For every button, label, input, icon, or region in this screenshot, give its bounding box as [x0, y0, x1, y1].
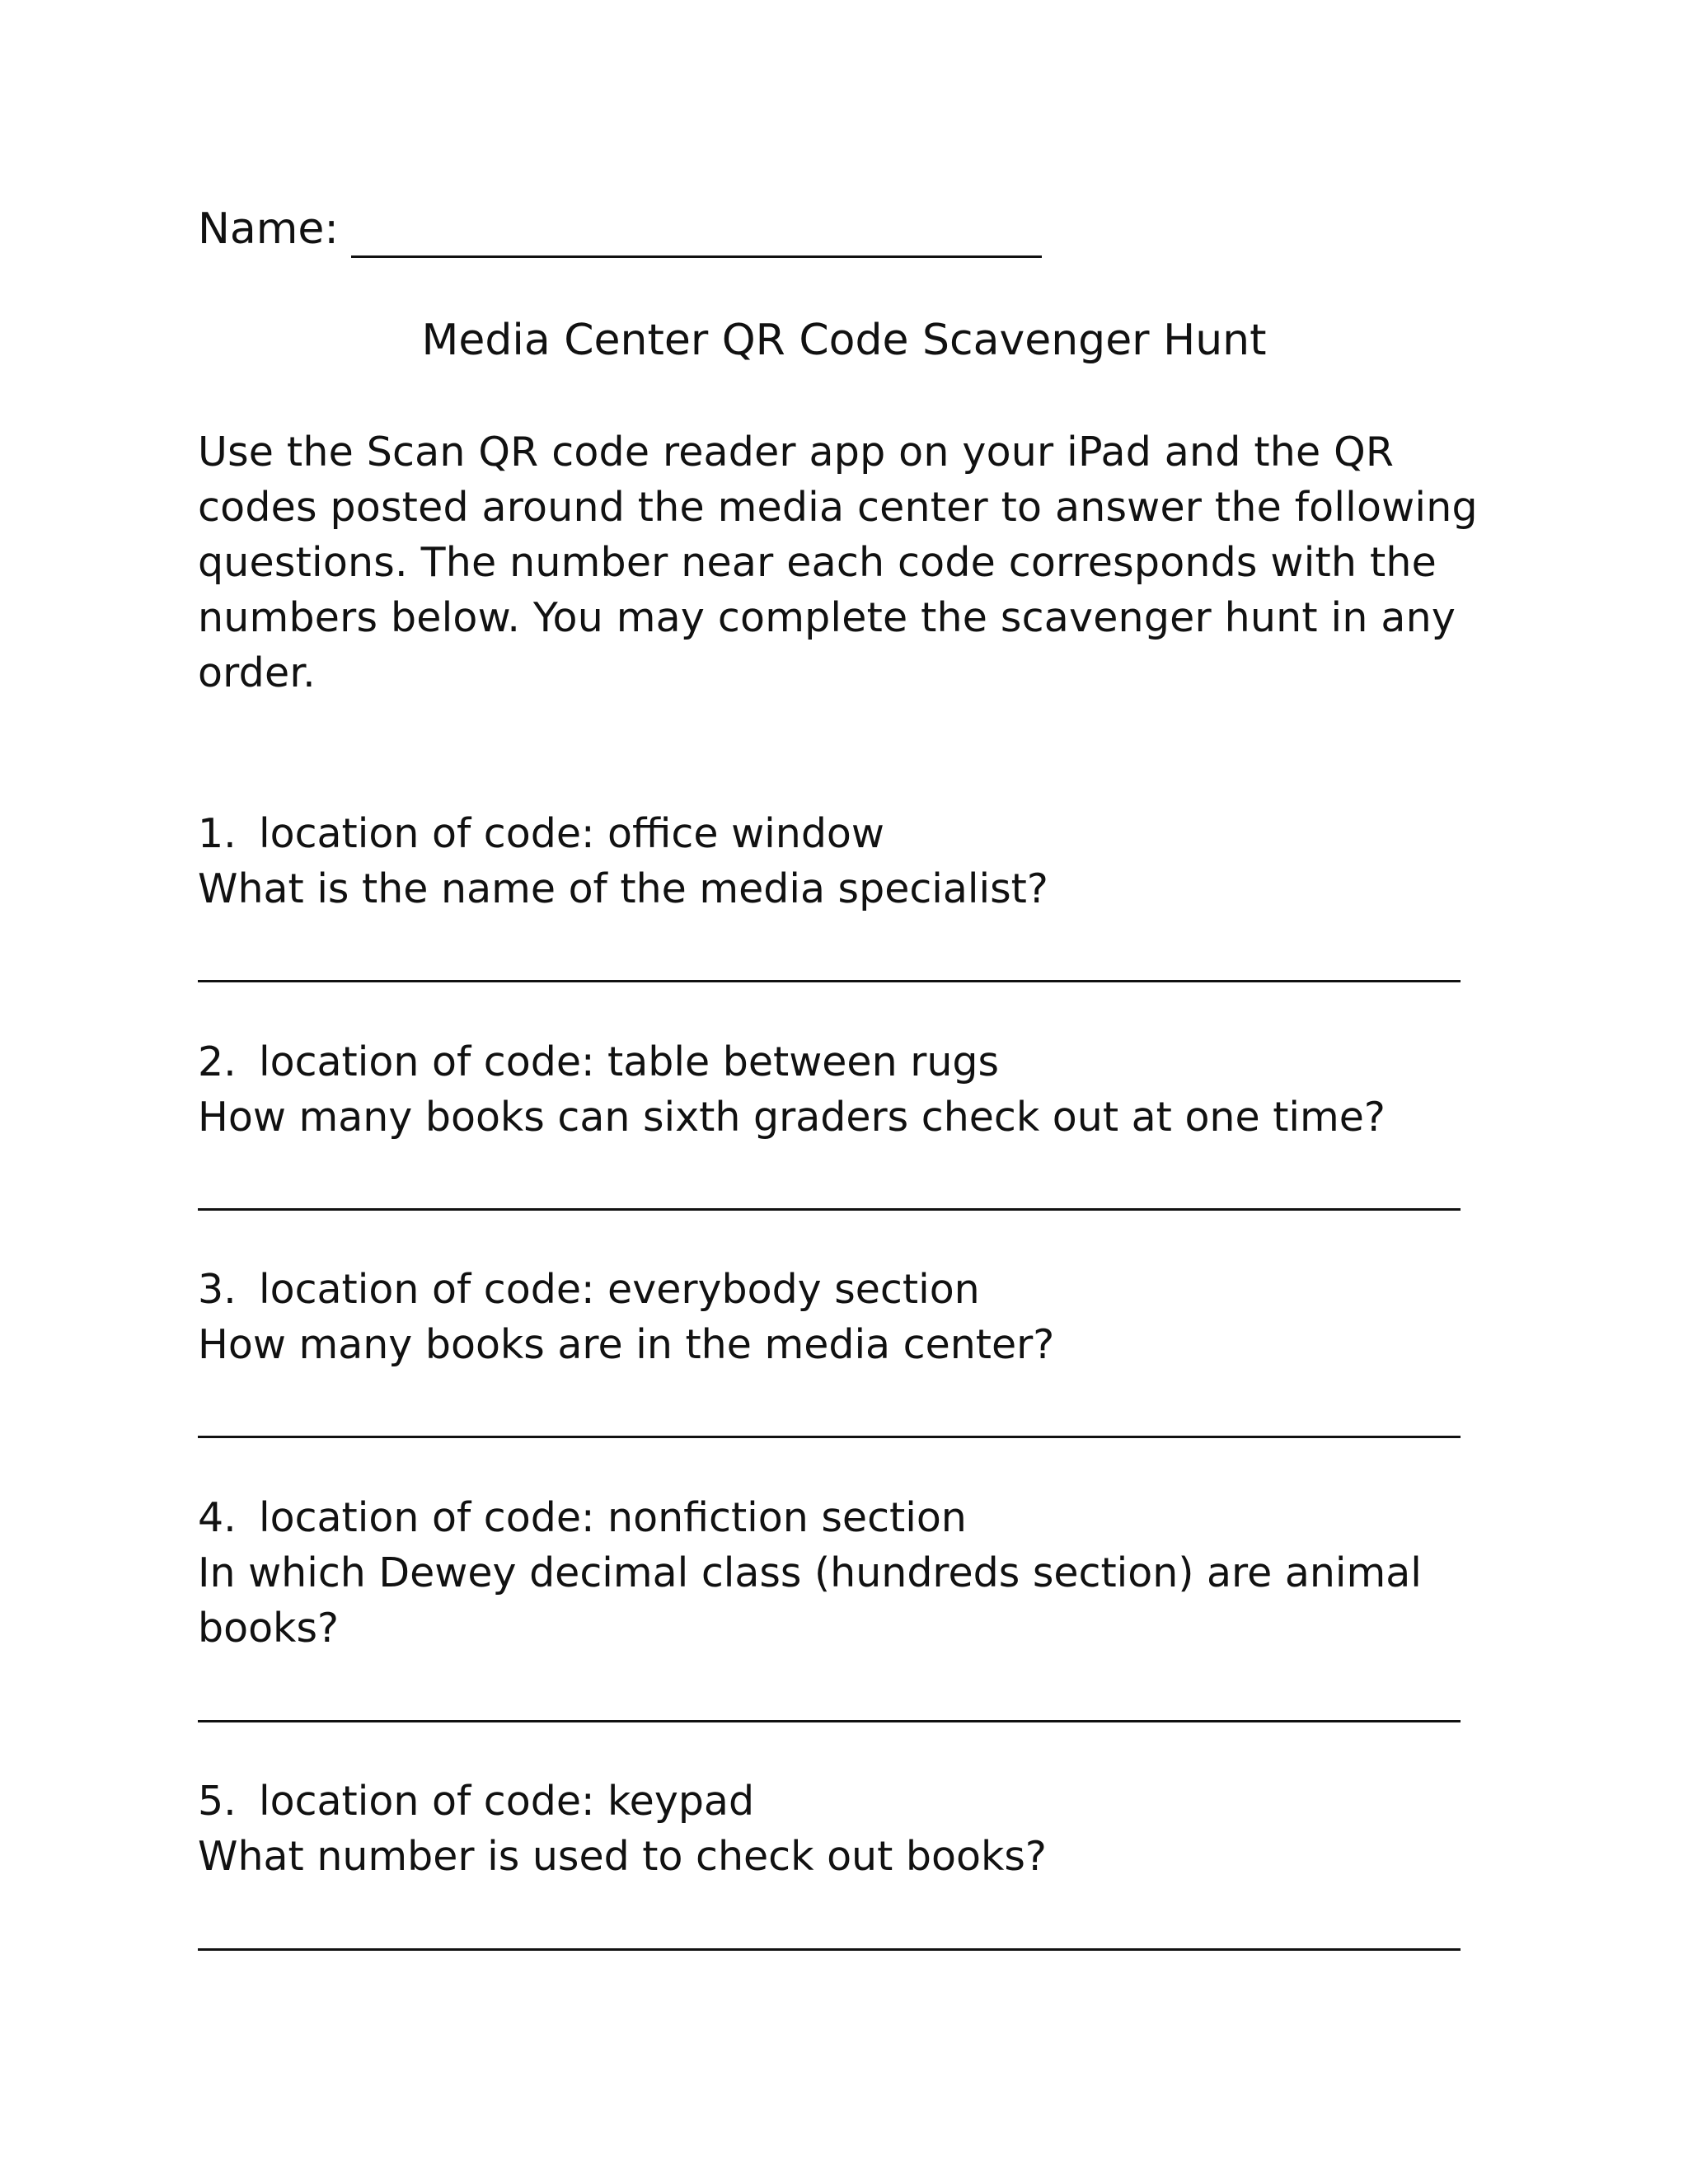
- answer-line-4[interactable]: [198, 1720, 1461, 1722]
- question-3-number: 3.: [198, 1266, 237, 1313]
- name-row: [198, 196, 1055, 262]
- question-1-location-text: location of code: office window: [259, 810, 884, 857]
- question-2: [198, 1034, 1467, 1145]
- question-5-location: [198, 1774, 1467, 1829]
- answer-line-3[interactable]: [198, 1436, 1461, 1438]
- question-3-location: [198, 1262, 1467, 1317]
- question-4-location: [198, 1490, 1467, 1545]
- question-2-location-text: location of code: table between rugs: [259, 1038, 1000, 1085]
- question-3: [198, 1262, 1467, 1372]
- question-3-location-text: location of code: everybody section: [259, 1266, 980, 1313]
- question-4-number: 4.: [198, 1494, 237, 1541]
- answer-line-2[interactable]: [198, 1208, 1461, 1211]
- answer-line-5[interactable]: [198, 1948, 1461, 1951]
- name-label: Name:: [198, 204, 339, 254]
- question-1-text: What is the name of the media specialist?: [198, 865, 1048, 912]
- question-5: [198, 1774, 1467, 1884]
- question-3-text: How many books are in the media center?: [198, 1321, 1055, 1368]
- question-5-number: 5.: [198, 1778, 237, 1825]
- name-line[interactable]: [351, 255, 1042, 258]
- question-1-location: [198, 806, 1467, 861]
- question-4-text: In which Dewey decimal class (hundreds section) are animal books?: [198, 1549, 1422, 1652]
- instructions-paragraph: Use the Scan QR code reader app on your iPad and the QR codes posted around the media center to answer the following questions. The number near each code corresponds with the numbers below. You may complete the scavenger hunt in any order.: [198, 429, 1478, 696]
- answer-line-1[interactable]: [198, 980, 1461, 982]
- worksheet-title: Media Center QR Code Scavenger Hunt: [421, 316, 1267, 365]
- question-1: [198, 806, 1467, 916]
- question-2-number: 2.: [198, 1038, 237, 1085]
- question-5-location-text: location of code: keypad: [259, 1778, 755, 1825]
- question-1-number: 1.: [198, 810, 237, 857]
- question-4-location-text: location of code: nonfiction section: [259, 1494, 967, 1541]
- question-5-text: What number is used to check out books?: [198, 1833, 1047, 1880]
- question-4: [198, 1490, 1467, 1656]
- question-2-text: How many books can sixth graders check out at one time?: [198, 1094, 1386, 1141]
- question-2-location: [198, 1034, 1467, 1090]
